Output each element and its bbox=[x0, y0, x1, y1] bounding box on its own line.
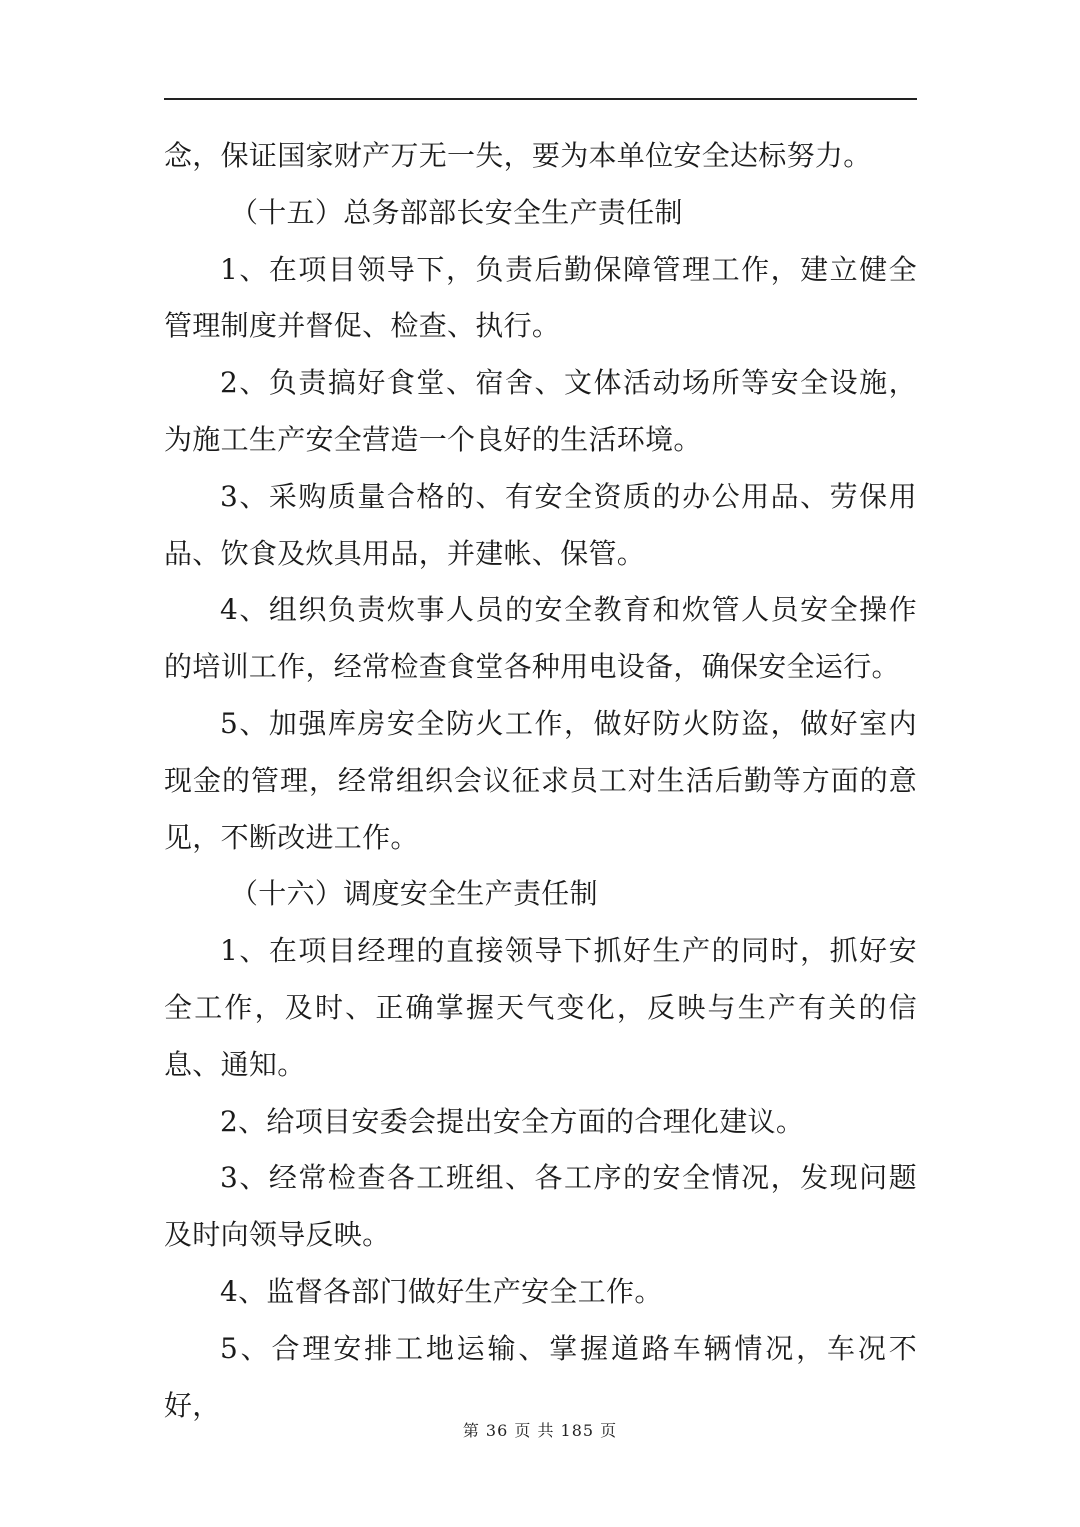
document-body bbox=[164, 128, 917, 1434]
list-item: 3、采购质量合格的、有安全资质的办公用品、劳保用品、饮食及炊具用品，并建帐、保管。 bbox=[164, 479, 917, 570]
list-item: 2、负责搞好食堂、宿舍、文体活动场所等安全设施，为施工生产安全营造一个良好的生活环境。 bbox=[164, 366, 917, 456]
list-item: 5、加强库房安全防火工作，做好防火防盗，做好室内现金的管理，经常组织会议征求员工对生活后勤等方面的意见，不断改进工作。 bbox=[164, 706, 917, 854]
list-item: 4、监督各部门做好生产安全工作。 bbox=[220, 1274, 663, 1308]
section-heading-15: （十五）总务部部长安全生产责任制 bbox=[230, 195, 683, 229]
header-rule bbox=[164, 98, 917, 100]
list-item: 1、在项目经理的直接领导下抓好生产的同时，抓好安全工作，及时、正确掌握天气变化，反映与生产有关的信息、通知。 bbox=[164, 934, 917, 1081]
section-heading-16: （十六）调度安全生产责任制 bbox=[230, 877, 598, 911]
list-item: 1、在项目领导下，负责后勤保障管理工作，建立健全管理制度并督促、检查、执行。 bbox=[164, 252, 917, 343]
list-item: 4、组织负责炊事人员的安全教育和炊管人员安全操作的培训工作，经常检查食堂各种用电设备，确保安全运行。 bbox=[164, 593, 917, 684]
page-number: 第 36 页 共 185 页 bbox=[462, 1421, 618, 1440]
paragraph-continuation: 念，保证国家财产万无一失，要为本单位安全达标努力。 bbox=[164, 139, 872, 172]
list-item: 2、给项目安委会提出安全方面的合理化建议。 bbox=[220, 1104, 805, 1138]
list-item: 5、合理安排工地运输、掌握道路车辆情况，车况不好， bbox=[164, 1331, 917, 1422]
list-item: 3、经常检查各工班组、各工序的安全情况，发现问题及时向领导反映。 bbox=[164, 1161, 917, 1252]
